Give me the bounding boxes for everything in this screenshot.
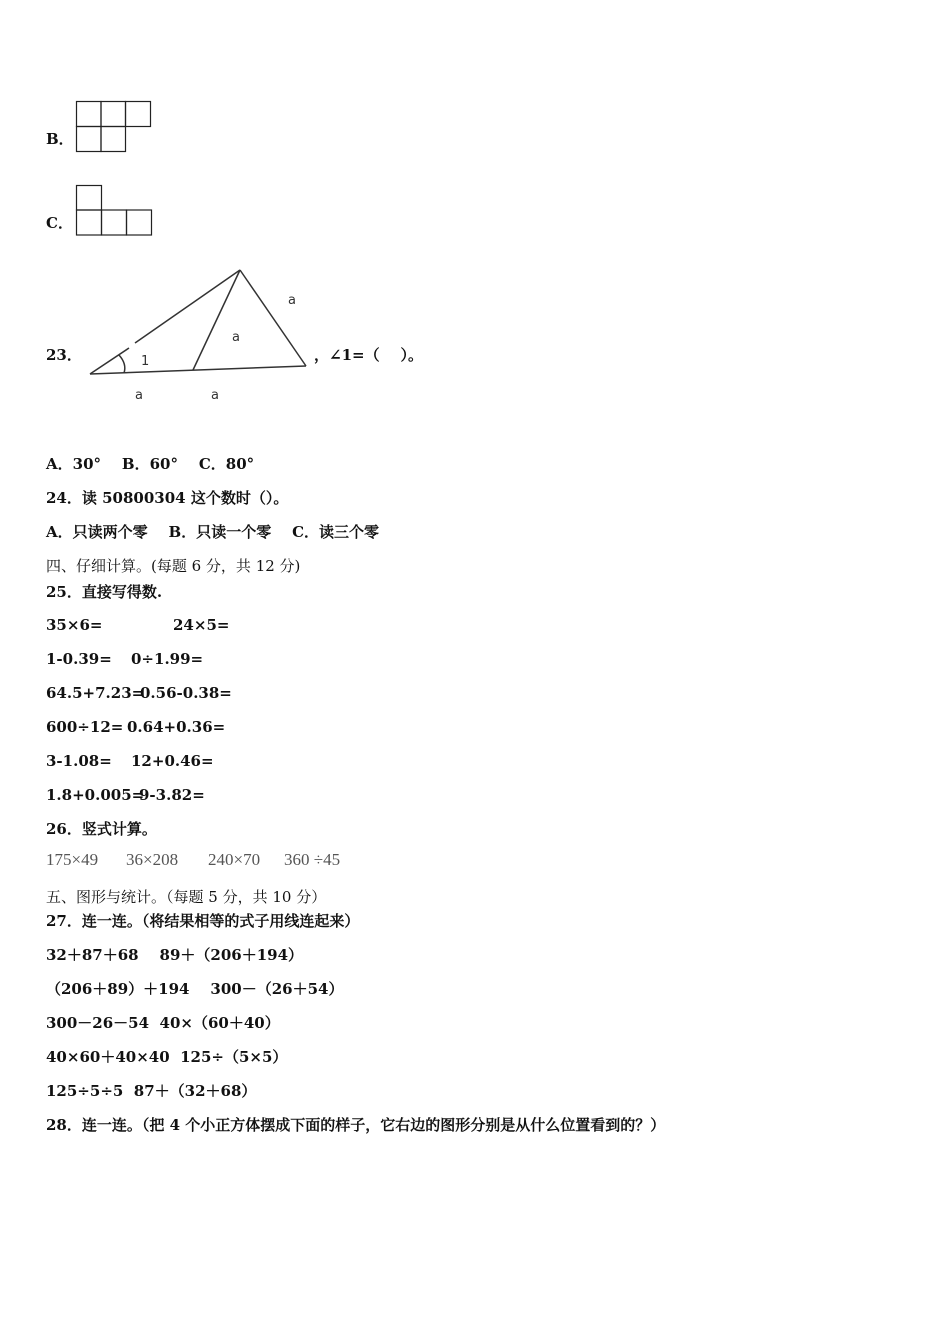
- side-label-a: a: [288, 293, 296, 308]
- cube-face: [101, 127, 126, 152]
- triangle-edge: [240, 270, 306, 366]
- option-b-label: B．: [46, 130, 74, 148]
- angle-1-label: 1: [141, 354, 150, 369]
- q23-question-tail: ，∠1=（ ）。: [314, 346, 423, 364]
- cube-face: [126, 102, 151, 127]
- option-c-label: C．: [46, 214, 73, 232]
- side-label-a: a: [211, 388, 219, 403]
- cube-face: [77, 210, 102, 235]
- q25-expr: 1.8+0.005=: [46, 786, 145, 804]
- q25-expr: 9-3.82=: [139, 786, 205, 804]
- triangle-figure: [85, 262, 315, 407]
- q25-expr: 600÷12=: [46, 718, 124, 736]
- side-label-a: a: [232, 330, 240, 345]
- angle-arc: [119, 355, 125, 373]
- cube-face: [101, 102, 126, 127]
- option-b-figure: [76, 101, 152, 153]
- q25-expr: 64.5+7.23=: [46, 684, 145, 702]
- q27-row: 125÷5÷5 87＋（32＋68）: [46, 1082, 257, 1100]
- cube-face: [127, 210, 152, 235]
- q28-question: 28．连一连。（把 4 个小正方体摆成下面的样子，它右边的图形分别是从什么位置看到的？）: [46, 1116, 666, 1134]
- q27-row: 300－26－54 40×（60＋40）: [46, 1014, 280, 1032]
- q25-expr: 0÷1.99=: [131, 650, 204, 668]
- q26-item: 175×49: [46, 850, 99, 869]
- q23-number: 23．: [46, 346, 82, 364]
- q25-expr: 24×5=: [173, 616, 230, 634]
- cube-face: [77, 127, 102, 152]
- q26-item: 36×208: [126, 850, 179, 869]
- q23-options: A．30° B．60° C．80°: [46, 455, 255, 473]
- q25-question: 25．直接写得数.: [46, 583, 163, 601]
- section-5-heading: 五、图形与统计。（每题 5 分，共 10 分）: [46, 888, 327, 906]
- triangle-inner-edge: [193, 270, 240, 370]
- q25-expr: 1-0.39=: [46, 650, 112, 668]
- q25-expr: 0.56-0.38=: [140, 684, 232, 702]
- cube-face: [77, 102, 102, 127]
- triangle-edge: [135, 270, 240, 343]
- q27-row: 32＋87＋68 89＋（206＋194）: [46, 946, 304, 964]
- q24-question: 24．读 50800304 这个数时（）。: [46, 489, 289, 507]
- q27-row: （206＋89）＋194 300－（26＋54）: [46, 980, 344, 998]
- q26-item: 360 ÷45: [284, 850, 341, 869]
- q26-item: 240×70: [208, 850, 261, 869]
- q25-expr: 0.64+0.36=: [127, 718, 226, 736]
- q27-question: 27．连一连。（将结果相等的式子用线连起来）: [46, 912, 360, 930]
- cube-face: [77, 186, 102, 211]
- q24-options: A．只读两个零 B．只读一个零 C．读三个零: [46, 523, 380, 541]
- q25-expr: 3-1.08=: [46, 752, 112, 770]
- q25-expr: 12+0.46=: [131, 752, 214, 770]
- side-label-a: a: [135, 388, 143, 403]
- q27-row: 40×60＋40×40 125÷（5×5）: [46, 1048, 288, 1066]
- q26-question: 26．竖式计算。: [46, 820, 157, 838]
- option-c-figure: [76, 185, 153, 237]
- cube-face: [102, 210, 127, 235]
- triangle-base: [90, 366, 306, 374]
- q25-expr: 35×6=: [46, 616, 103, 634]
- section-4-heading: 四、仔细计算。(每题 6 分，共 12 分): [46, 557, 301, 575]
